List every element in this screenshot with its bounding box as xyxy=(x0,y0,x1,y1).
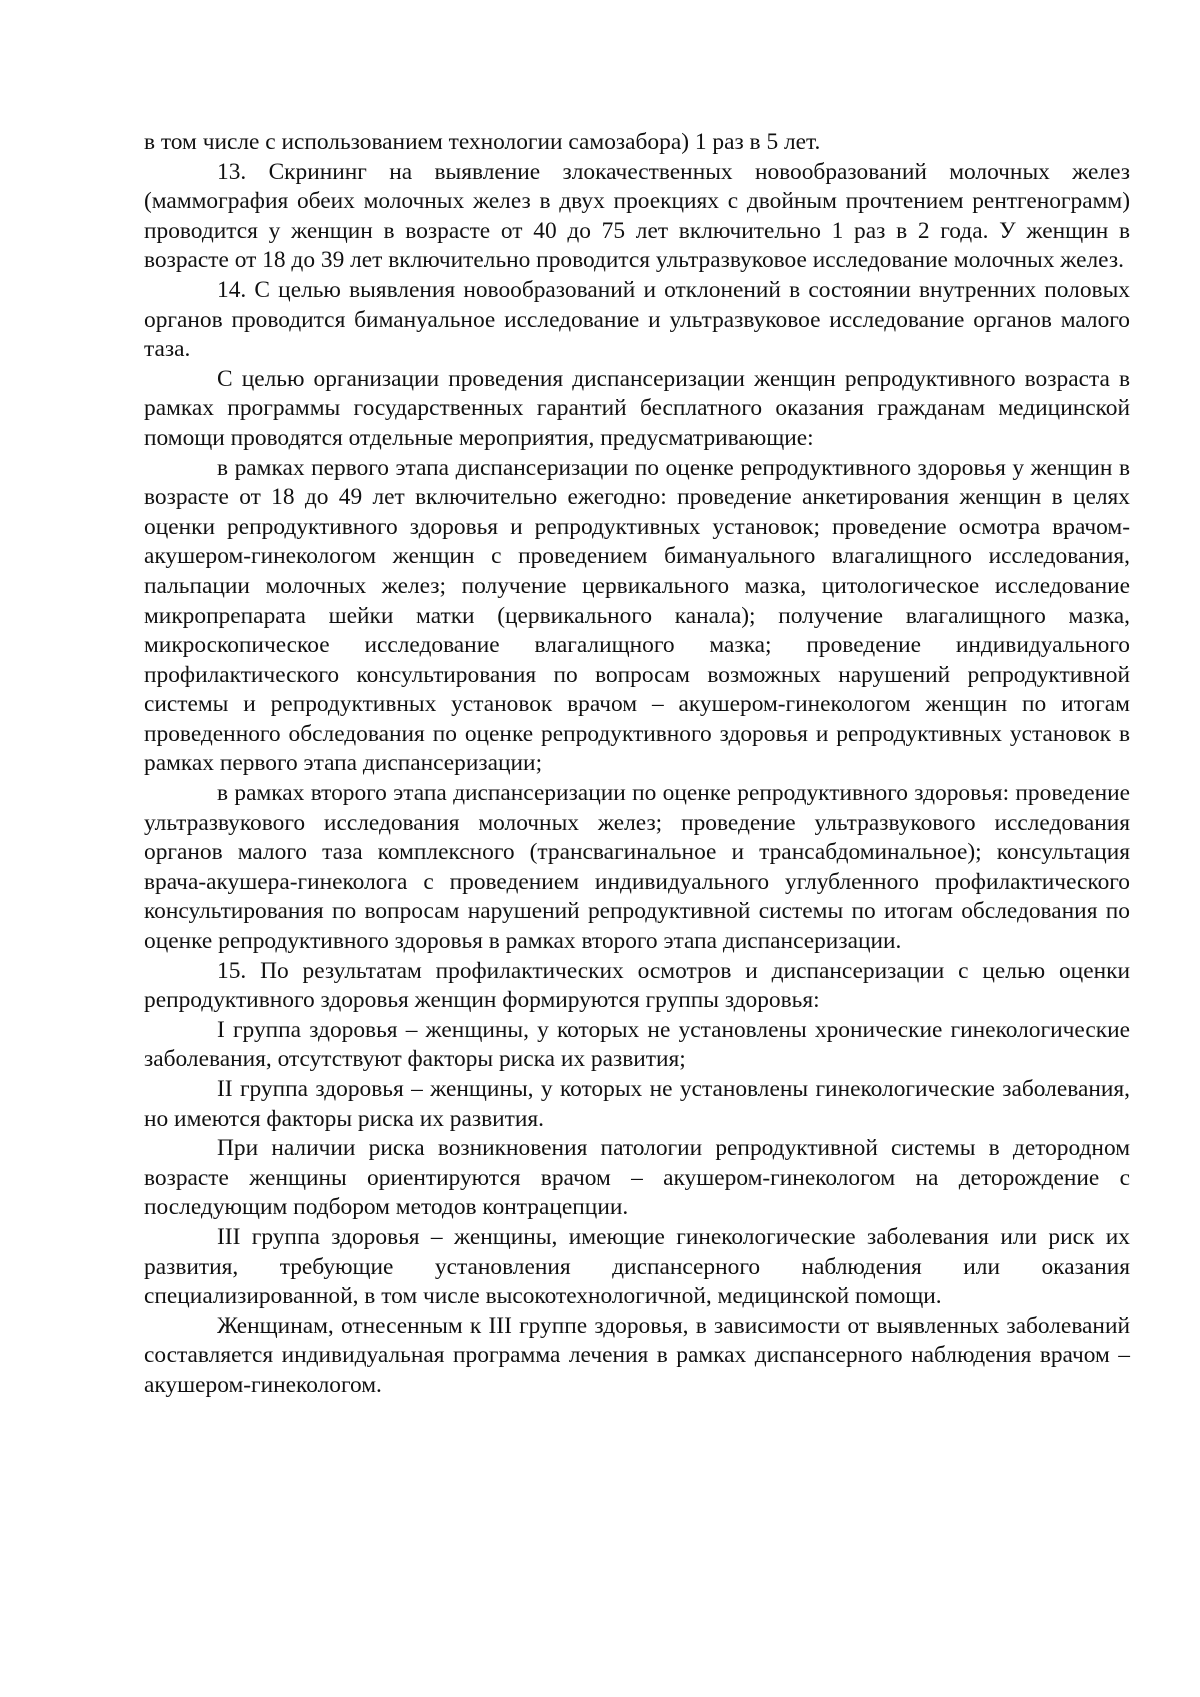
paragraph-second-stage: в рамках второго этапа диспансеризации по оценке репродуктивного здоровья: проведение ультразвукового исследования молочных желез; проведение ультразвукового исследования органов малого таза комплексного (трансвагинальное и трансабдоминальное); консультация врача-акушера-гинеколога с проведением индивидуального углубленного профилактического консультирования по вопросам нарушений репродуктивной системы по итогам обследования по оценке репродуктивного здоровья в рамках второго этапа диспансеризации. xyxy=(144,780,1130,955)
paragraph-health-group-1: I группа здоровья – женщины, у которых не установлены хронические гинекологические заболевания, отсутствуют факторы риска их развития; xyxy=(144,1016,1130,1073)
paragraph-risk-orientation: При наличии риска возникновения патологии репродуктивной системы в детородном возрасте женщины ориентируются врачом – акушером-гинекологом на деторождение с последующим подбором методов контрацепции. xyxy=(144,1135,1130,1221)
paragraph-treatment-program: Женщинам, отнесенным к III группе здоровья, в зависимости от выявленных заболеваний составляется индивидуальная программа лечения в рамках диспансерного наблюдения врачом – акушером-гинекологом. xyxy=(144,1312,1130,1398)
paragraph-item-14: 14. С целью выявления новообразований и отклонений в состоянии внутренних половых органов проводится бимануальное исследование и ультразвуковое исследование органов малого таза. xyxy=(144,276,1130,363)
paragraph-item-15: 15. По результатам профилактических осмотров и диспансеризации с целью оценки репродуктивного здоровья женщин формируются группы здоровья: xyxy=(144,957,1130,1014)
paragraph-health-group-2: II группа здоровья – женщины, у которых не установлены гинекологические заболевания, но имеются факторы риска их развития. xyxy=(144,1076,1130,1132)
paragraph-first-stage: в рамках первого этапа диспансеризации по оценке репродуктивного здоровья у женщин в возрасте от 18 до 49 лет включительно ежегодно: проведение анкетирования женщин в целях оценки репродуктивного здоровья и репродуктивных установок; проведение осмотра врачом-акушером-гинекологом женщин с проведением бимануального влагалищного исследования, пальпации молочных желез; получение цервикального мазка, цитологическое исследование микропрепарата шейки матки (цервикального канала); получение влагалищного мазка, микроскопическое исследование влагалищного мазка; проведение индивидуального профилактического консультирования по вопросам возможных нарушений репродуктивной системы и репродуктивных установок врачом – акушером-гинекологом женщин по итогам проведенного обследования по оценке репродуктивного здоровья и репродуктивных установок в рамках первого этапа диспансеризации; xyxy=(144,454,1130,777)
paragraph-item-13: 13. Скрининг на выявление злокачественных новообразований молочных желез (маммография обеих молочных желез в двух проекциях с двойным прочтением рентгенограмм) проводится у женщин в возрасте от 40 до 75 лет включительно 1 раз в 2 года. У женщин в возрасте от 18 до 39 лет включительно проводится ультразвуковое исследование молочных желез. xyxy=(144,158,1130,274)
paragraph-continuation: в том числе с использованием технологии самозабора) 1 раз в 5 лет. xyxy=(144,129,821,155)
paragraph-health-group-3: III группа здоровья – женщины, имеющие гинекологические заболевания или риск их развития, требующие установления диспансерного наблюдения или оказания специализированной, в том числе высокотехнологичной, медицинской помощи. xyxy=(144,1223,1130,1310)
paragraph-dispensary-organization: С целью организации проведения диспансеризации женщин репродуктивного возраста в рамках программы государственных гарантий бесплатного оказания гражданам медицинской помощи проводятся отдельные мероприятия, предусматривающие: xyxy=(144,365,1130,451)
document-page xyxy=(144,128,1130,1401)
